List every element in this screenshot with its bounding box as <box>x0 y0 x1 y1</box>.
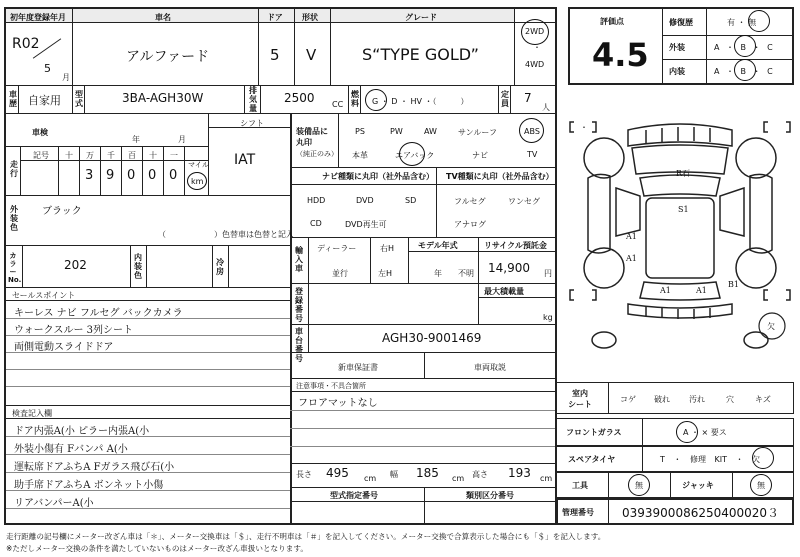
tools-value: 無 <box>635 481 643 490</box>
capacity-label: 定員 <box>501 90 509 108</box>
score-label: 評価点 <box>600 17 624 26</box>
shift: IAT <box>234 152 256 168</box>
import-parallel: 並行 <box>332 269 348 278</box>
displacement: 2500 <box>284 91 315 105</box>
equip-leather: 本革 <box>352 151 368 160</box>
shift-label: シフト <box>240 119 264 128</box>
inspection-note-line-0: ドア内張A(小 ピラー内張A(小 <box>14 426 150 437</box>
car-diagram <box>566 100 796 380</box>
tv-oneseg: ワンセグ <box>508 197 540 206</box>
digit-label-5: 一 <box>170 151 178 160</box>
digit-2: 9 <box>106 168 115 183</box>
diagram-mark-a1-rear-right: A1 <box>696 286 707 295</box>
repaint-note: （ ）色替車は色替と記入 <box>158 230 294 239</box>
inspection-month-unit: 月 <box>178 135 186 144</box>
length-unit: cm <box>364 474 377 483</box>
equip-ps: PS <box>355 127 365 136</box>
inspection-notes-label: 検査記入欄 <box>12 409 52 418</box>
recycle-value: 14,900 <box>488 261 530 275</box>
diagram-mark-r-stone: R石 <box>676 169 691 178</box>
management-value: 0393900086250400020３ <box>622 506 780 520</box>
width: 185 <box>416 466 439 480</box>
navi-cd: CD <box>310 219 322 228</box>
height: 193 <box>508 466 531 480</box>
interior-seat-label: 室内 シート <box>568 389 592 409</box>
sales-points-label: セールスポイント <box>12 291 76 300</box>
first-reg-month-unit: 月 <box>62 73 70 82</box>
mile-label: マイル <box>188 161 209 169</box>
navi-sd: SD <box>405 196 417 205</box>
digit-4: 0 <box>148 168 157 183</box>
max-load-label: 最大積載量 <box>484 287 524 296</box>
cooler-label: 冷房 <box>216 258 224 276</box>
drive-4wd: 4WD <box>525 60 545 69</box>
first-reg-label: 初年度登録年月 <box>10 13 66 22</box>
diagram-mark-a1-left-rear: A1 <box>626 254 637 263</box>
usage: 自家用 <box>28 94 61 107</box>
type-number-label: 型式指定番号 <box>330 491 378 500</box>
cc-unit: CC <box>332 100 344 109</box>
capacity-unit: 人 <box>542 103 550 112</box>
diagram-mark-b1: B1 <box>728 280 739 289</box>
model-label: 型式 <box>75 90 83 108</box>
vehicle-manual: 車両取説 <box>474 363 506 372</box>
height-label: 高さ <box>472 470 488 479</box>
spare-missing-circle <box>752 447 774 469</box>
notes-label: 注意事項・不具合箇所 <box>296 382 366 390</box>
mileage-label: 走行 <box>10 160 18 178</box>
navi-label: ナビ種類に丸印（社外品含む） <box>322 172 434 181</box>
import-left-h: 左H <box>378 269 393 278</box>
digit-label-3: 百 <box>128 151 136 160</box>
repair-history-options: 有 ・ 無 <box>727 18 757 27</box>
tv-label: TV種類に丸印（社外品含む） <box>446 172 554 181</box>
registration-label: 登録番号 <box>295 287 303 323</box>
color-no-label: カラーNo. <box>8 252 22 284</box>
fuel-label: 燃料 <box>351 90 359 108</box>
exterior-grade-label: 外装 <box>669 43 685 52</box>
interior-item-hole: 穴 <box>726 395 734 404</box>
footer-line-1: 走行距離の記号欄にメーター改ざん車は「＊」、メーター交換車は「＄」、走行不明車は「＃」を記入してください。メーター交換で合算表示した場合にも「＄」を記入します。 <box>6 532 606 541</box>
equipment-label: 装備品に 丸印 （純正のみ） <box>296 127 338 158</box>
color-no: 202 <box>64 258 87 272</box>
inspection-note-line-1: 外装小傷有 Fバンパ A(小 <box>14 444 128 455</box>
interior-grade-options: A ・ B ・ C <box>714 67 775 76</box>
import-label: 輸入車 <box>295 246 303 273</box>
spare-tire-options: T ・ 修理 KIT ・ 欠 <box>660 455 761 464</box>
interior-grade-label: 内装 <box>669 67 685 76</box>
inspection-note-line-3: 助手席ドアふちA ボンネット小傷 <box>14 480 164 491</box>
class-number-label: 類別区分番号 <box>466 491 514 500</box>
equip-sunroof: サンルーフ <box>458 128 497 137</box>
equip-pw: PW <box>390 127 403 136</box>
inspection-note-line-2: 運転席ドアふちA Fガラス飛び石(小 <box>14 462 175 473</box>
doors: 5 <box>270 46 280 64</box>
exterior-b-circle <box>734 35 756 57</box>
equip-tv: TV <box>527 150 538 159</box>
interior-item-stain: 汚れ <box>689 395 705 404</box>
digit-label-1: 万 <box>86 151 94 160</box>
management-label: 管理番号 <box>562 508 594 517</box>
equipment-label-sub: （純正のみ） <box>296 150 338 158</box>
digit-label-0: 十 <box>65 151 73 160</box>
tools-label: 工具 <box>572 481 588 490</box>
digit-3: 0 <box>127 168 136 183</box>
recycle-label: リサイクル預託金 <box>484 241 547 250</box>
equip-abs: ABS <box>524 127 540 136</box>
yen-unit: 円 <box>544 269 552 278</box>
chassis: AGH30-9001469 <box>382 331 482 345</box>
digit-label-2: 千 <box>107 151 115 160</box>
km-label: km <box>191 177 204 186</box>
tv-analog: アナログ <box>454 220 486 229</box>
interior-item-scratch: キズ <box>755 395 771 404</box>
interior-item-burn: コゲ <box>620 395 636 404</box>
navi-dvd: DVD <box>356 196 374 205</box>
car-name-label: 車名 <box>155 13 171 22</box>
repair-none-circle <box>748 10 770 32</box>
chassis-label: 車台番号 <box>295 327 303 363</box>
import-dealer: ディーラー <box>317 244 357 253</box>
first-reg-month: 5 <box>44 62 51 75</box>
shape-label: 形状 <box>302 13 318 22</box>
mileage-symbol-label: 記号 <box>33 151 49 160</box>
length: 495 <box>326 466 349 480</box>
diagram-missing-mark: 欠 <box>767 322 775 331</box>
color-label: 外装色 <box>10 205 18 232</box>
interior-b-circle <box>734 59 756 81</box>
door-label: ドア <box>267 13 283 22</box>
inspection-note-line-4: リアバンパーA(小 <box>14 498 94 509</box>
diagram-mark-a1-left-door: A1 <box>626 232 637 241</box>
equip-aw: AW <box>424 127 437 136</box>
diagram-mark-a1-rear: A1 <box>660 286 671 295</box>
capacity: 7 <box>524 91 532 105</box>
digit-label-4: 十 <box>149 151 157 160</box>
model-year-label: モデル年式 <box>418 241 458 250</box>
displacement-label: 排気量 <box>249 86 257 113</box>
grade-label: グレード <box>405 13 437 22</box>
navi-dvd-play: DVD再生可 <box>345 220 387 229</box>
diagram-mark-s1: S1 <box>678 205 689 214</box>
import-right-h: 右H <box>380 244 395 253</box>
model-year-unknown: 不明 <box>458 269 474 278</box>
interior-item-tear: 破れ <box>654 395 670 404</box>
inspection-label: 車検 <box>32 128 48 137</box>
jack-value: 無 <box>757 481 765 490</box>
length-label: 長さ <box>296 470 312 479</box>
inspection-year-unit: 年 <box>132 135 140 144</box>
digit-1: 3 <box>85 168 94 183</box>
score-value: 4.5 <box>592 36 649 74</box>
spare-tire-label: スペアタイヤ <box>568 455 616 464</box>
fuel-options: G ・ D ・ HV ・（ ） <box>372 97 469 106</box>
height-unit: cm <box>540 474 553 483</box>
sales-point-line-2: 両側電動スライドドア <box>14 342 114 353</box>
front-glass-options: A ・ × 要ス <box>683 428 727 437</box>
sales-point-line-0: キーレス ナビ フルセグ バックカメラ <box>14 308 183 319</box>
digit-5: 0 <box>169 168 178 183</box>
car-name: アルファード <box>126 49 210 65</box>
drive-dot: ・ <box>533 43 541 52</box>
usage-label: 車歴 <box>9 90 17 108</box>
new-warranty: 新車保証書 <box>338 363 378 372</box>
navi-hdd: HDD <box>307 196 326 205</box>
bracket-mark: ・ <box>580 123 588 132</box>
repair-history-label: 修復歴 <box>669 18 693 27</box>
first-reg-era: R02 <box>12 36 40 52</box>
width-unit: cm <box>452 474 465 483</box>
model: 3BA-AGH30W <box>122 91 204 105</box>
equip-airbag: エアバック <box>395 151 435 160</box>
footer-line-2: ※ただしメーター交換の条件を満たしていないものはメーター改ざん車扱いとなります。 <box>6 544 308 553</box>
grade: S“TYPE GOLD” <box>362 45 479 64</box>
kg-unit: kg <box>543 313 553 322</box>
jack-label: ジャッキ <box>682 481 714 490</box>
equip-navi: ナビ <box>472 151 488 160</box>
shape: V <box>306 46 317 64</box>
drive-2wd: 2WD <box>525 27 545 36</box>
exterior-grade-options: A ・ B ・ C <box>714 43 775 52</box>
color-value: ブラック <box>42 206 82 217</box>
width-label: 幅 <box>390 470 398 479</box>
sales-point-line-1: ウォークスルー 3列シート <box>14 325 134 336</box>
notes-value: フロアマットなし <box>298 398 378 409</box>
interior-color-label: 内装色 <box>134 253 142 280</box>
tv-fullseg: フルセグ <box>454 197 486 206</box>
front-glass-label: フロントガラス <box>566 428 622 437</box>
model-year-unit: 年 <box>434 269 442 278</box>
